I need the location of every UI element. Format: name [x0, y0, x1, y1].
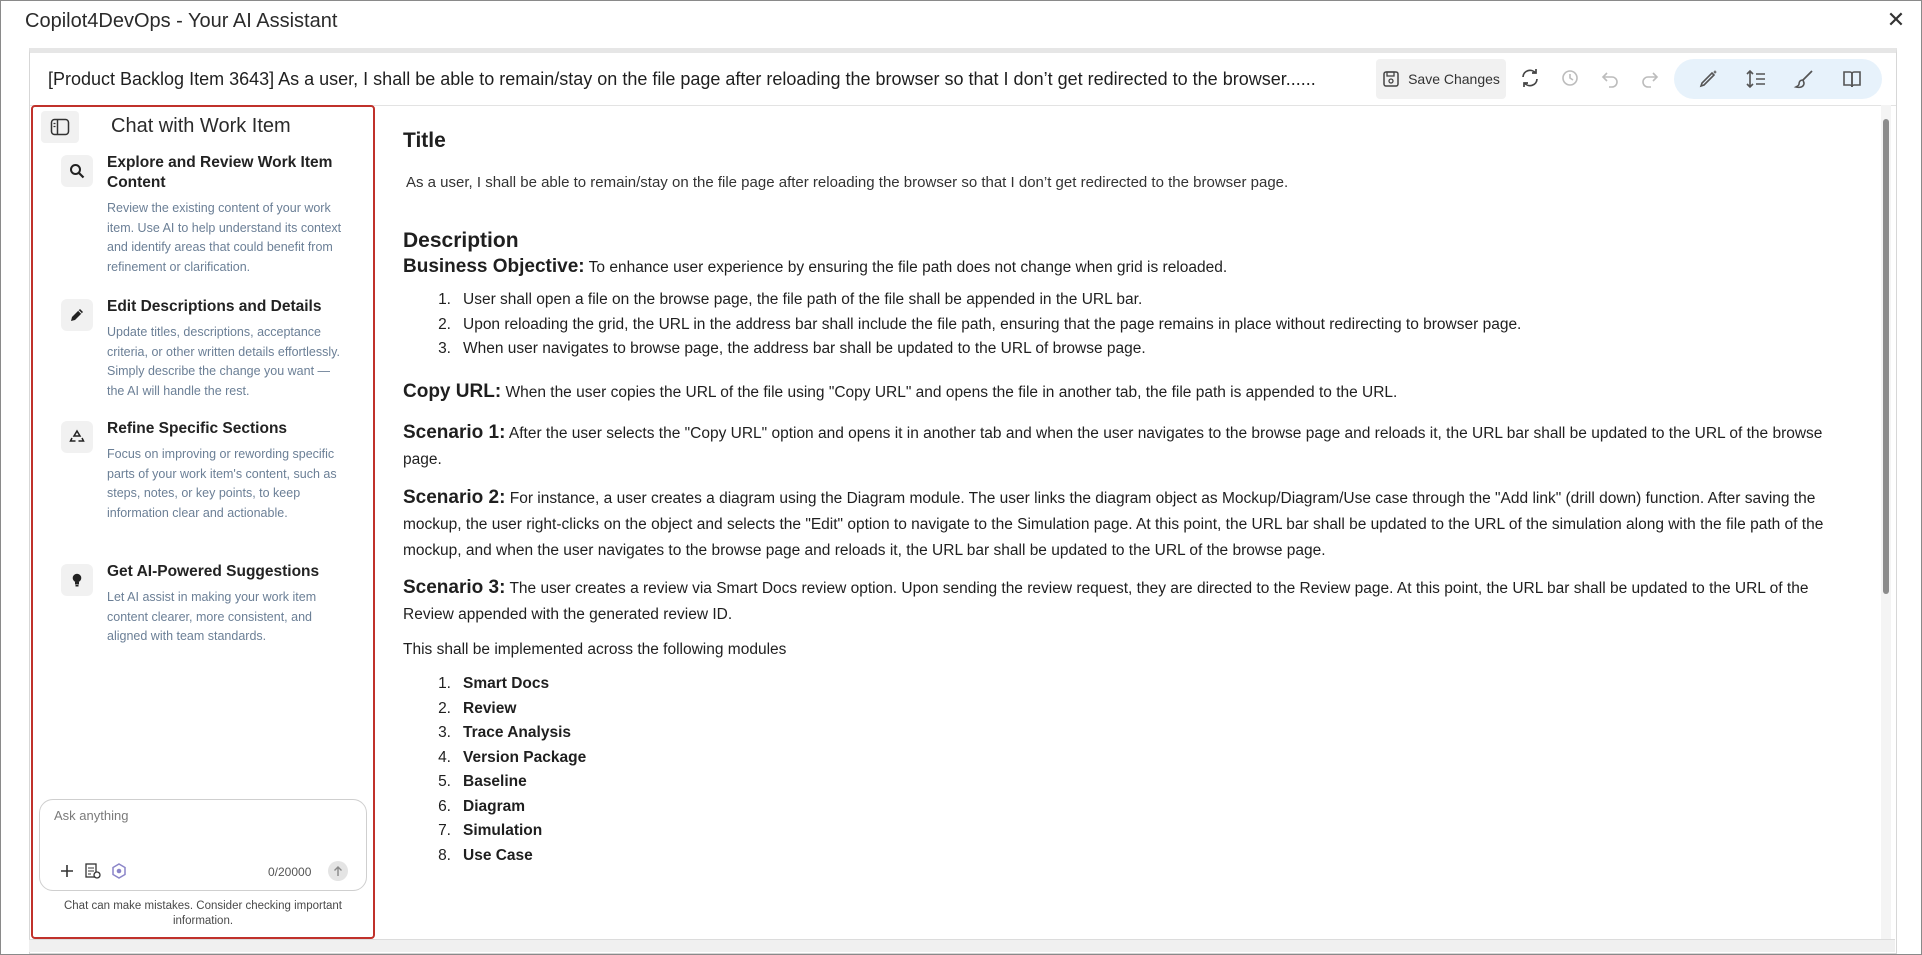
ai-tool-group: [1674, 59, 1882, 99]
pencil-icon: [61, 299, 93, 331]
feature-description: Update titles, descriptions, acceptance criteria, or other written details effortlessly. Simply describe the change you want — the AI will handle the rest.: [107, 325, 340, 398]
send-button[interactable]: [328, 861, 348, 881]
feature-description: Let AI assist in making your work item content clearer, more consistent, and aligned with team standards.: [107, 590, 317, 643]
redo-icon[interactable]: [1638, 66, 1662, 90]
feature-title: Get AI-Powered Suggestions: [107, 563, 320, 580]
list-item: 6. Diagram: [438, 797, 526, 815]
list-item: 4. Version Package: [438, 748, 587, 766]
title-bar: [1, 1, 1921, 41]
scenario-1: [403, 420, 1843, 473]
modules-intro: This shall be implemented across the following modules: [403, 641, 787, 658]
list-item: 3. Trace Analysis: [438, 724, 571, 741]
scenario-2-label: Scenario 2:: [403, 487, 506, 508]
scenario-3-text: The user creates a review via Smart Docs review option. Upon sending the review request, they are directed to the Review page. At this point, the URL bar shall be updated to the URL of the Review appended with the generated review ID.: [403, 580, 1809, 623]
add-icon[interactable]: [58, 862, 76, 880]
work-item-title: [Product Backlog Item 3643] As a user, I shall be able to remain/stay on the file page after reloading the browser so that I don’t get redirected to the browser......: [48, 69, 1316, 89]
sidebar-toggle-button[interactable]: [41, 111, 79, 143]
list-item: 8. Use Case: [438, 846, 533, 864]
feature-description: Review the existing content of your work item. Use AI to help understand its context and identify areas that could benefit from refinement or clarification.: [107, 201, 342, 274]
scenario-2-text: For instance, a user creates a diagram using the Diagram module. The user links the diagram object as Mockup/Diagram/Use case through the "Add link" (drill down) function. After saving the mockup, the user right-clicks on the object and selects the "Edit" option to navigate to the Simulation page. At this point, the URL bar shall be updated to the URL of the simulation along with the file path of the mockup, and when the user navigates to the browse page and reloads it, the URL bar shall be updated to the URL of the browse page.: [403, 490, 1824, 559]
copy-url-paragraph: [403, 379, 1843, 406]
list-item: 1. User shall open a file on the browse page, the file path of the file shall be appended in the URL bar.: [438, 291, 1143, 308]
save-changes-button[interactable]: [1376, 59, 1506, 99]
feature-description: Focus on improving or rewording specific parts of your work item's content, such as steps, notes, or key points, to keep information clear and actionable.: [107, 447, 337, 520]
list-item: 1. Smart Docs: [438, 675, 550, 692]
title-text: As a user, I shall be able to remain/stay on the file page after reloading the browser so that I don’t get redirected to the browser page.: [406, 174, 1289, 191]
business-objective-text: To enhance user experience by ensuring the file path does not change when grid is reloaded.: [584, 259, 1228, 276]
work-item-header: [30, 53, 1896, 106]
char-counter: 0/20000: [268, 865, 312, 879]
brush-icon[interactable]: [1792, 67, 1816, 91]
save-icon: [1382, 70, 1400, 88]
chat-input[interactable]: [39, 799, 367, 891]
copy-url-text: When the user copies the URL of the file using "Copy URL" and opens the file in another tab, the file path is appended to the URL.: [501, 384, 1398, 401]
close-button[interactable]: ✕: [1886, 7, 1906, 32]
objective-list: [403, 288, 1521, 362]
save-changes-label: Save Changes: [1408, 71, 1500, 87]
scrollbar-thumb[interactable]: [1883, 119, 1889, 594]
copy-url-label: Copy URL:: [403, 381, 502, 402]
sidebar-icon: [50, 117, 70, 137]
agent-icon[interactable]: [110, 862, 128, 880]
attach-file-icon[interactable]: [84, 862, 102, 880]
book-icon[interactable]: [1840, 67, 1864, 91]
undo-icon[interactable]: [1598, 66, 1622, 90]
business-objective-label: Business Objective:: [403, 256, 585, 277]
list-item: 2. Review: [438, 699, 517, 717]
list-item: 7. Simulation: [438, 822, 543, 839]
list-item: 2. Upon reloading the grid, the URL in the address bar shall include the file path, ensuring that the page remains in place without redirecting to browser page.: [438, 315, 1522, 333]
app-title: Copilot4DevOps - Your AI Assistant: [25, 10, 338, 32]
feature-title: Explore and Review Work Item Content: [107, 154, 333, 191]
history-icon[interactable]: [1558, 66, 1582, 90]
search-icon: [61, 155, 93, 187]
description-heading: Description: [403, 229, 519, 252]
feature-title: Edit Descriptions and Details: [107, 298, 322, 315]
title-heading: Title: [403, 129, 446, 152]
lightbulb-icon: [61, 564, 93, 596]
chat-panel: [31, 105, 375, 939]
refresh-icon[interactable]: [1518, 66, 1542, 90]
pen-sparkle-icon[interactable]: [1696, 67, 1720, 91]
business-objective: [403, 254, 1843, 281]
scenario-2: [403, 485, 1843, 564]
scenario-3-label: Scenario 3:: [403, 577, 506, 598]
scenario-1-label: Scenario 1:: [403, 422, 506, 443]
recycle-icon: [61, 421, 93, 453]
list-item: 5. Baseline: [438, 773, 527, 790]
chat-input-placeholder: Ask anything: [54, 808, 129, 823]
feature-title: Refine Specific Sections: [107, 420, 288, 437]
scenario-1-text: After the user selects the "Copy URL" option and opens it in another tab and when the user navigates to the browse page and reloads it, the URL bar shall be updated to the URL of the browse page.: [403, 425, 1823, 468]
content-scrollbar[interactable]: [1881, 105, 1891, 941]
line-spacing-icon[interactable]: [1744, 67, 1768, 91]
chat-disclaimer: Chat can make mistakes. Consider checking important information.: [63, 900, 343, 927]
scenario-3: [403, 575, 1843, 628]
arrow-up-icon: [333, 865, 343, 877]
bottom-bar: [29, 939, 1895, 952]
list-item: 3. When user navigates to browse page, the address bar shall be updated to the URL of browse page.: [438, 340, 1146, 357]
modules-list: [403, 672, 586, 868]
chat-title: Chat with Work Item: [111, 115, 291, 137]
